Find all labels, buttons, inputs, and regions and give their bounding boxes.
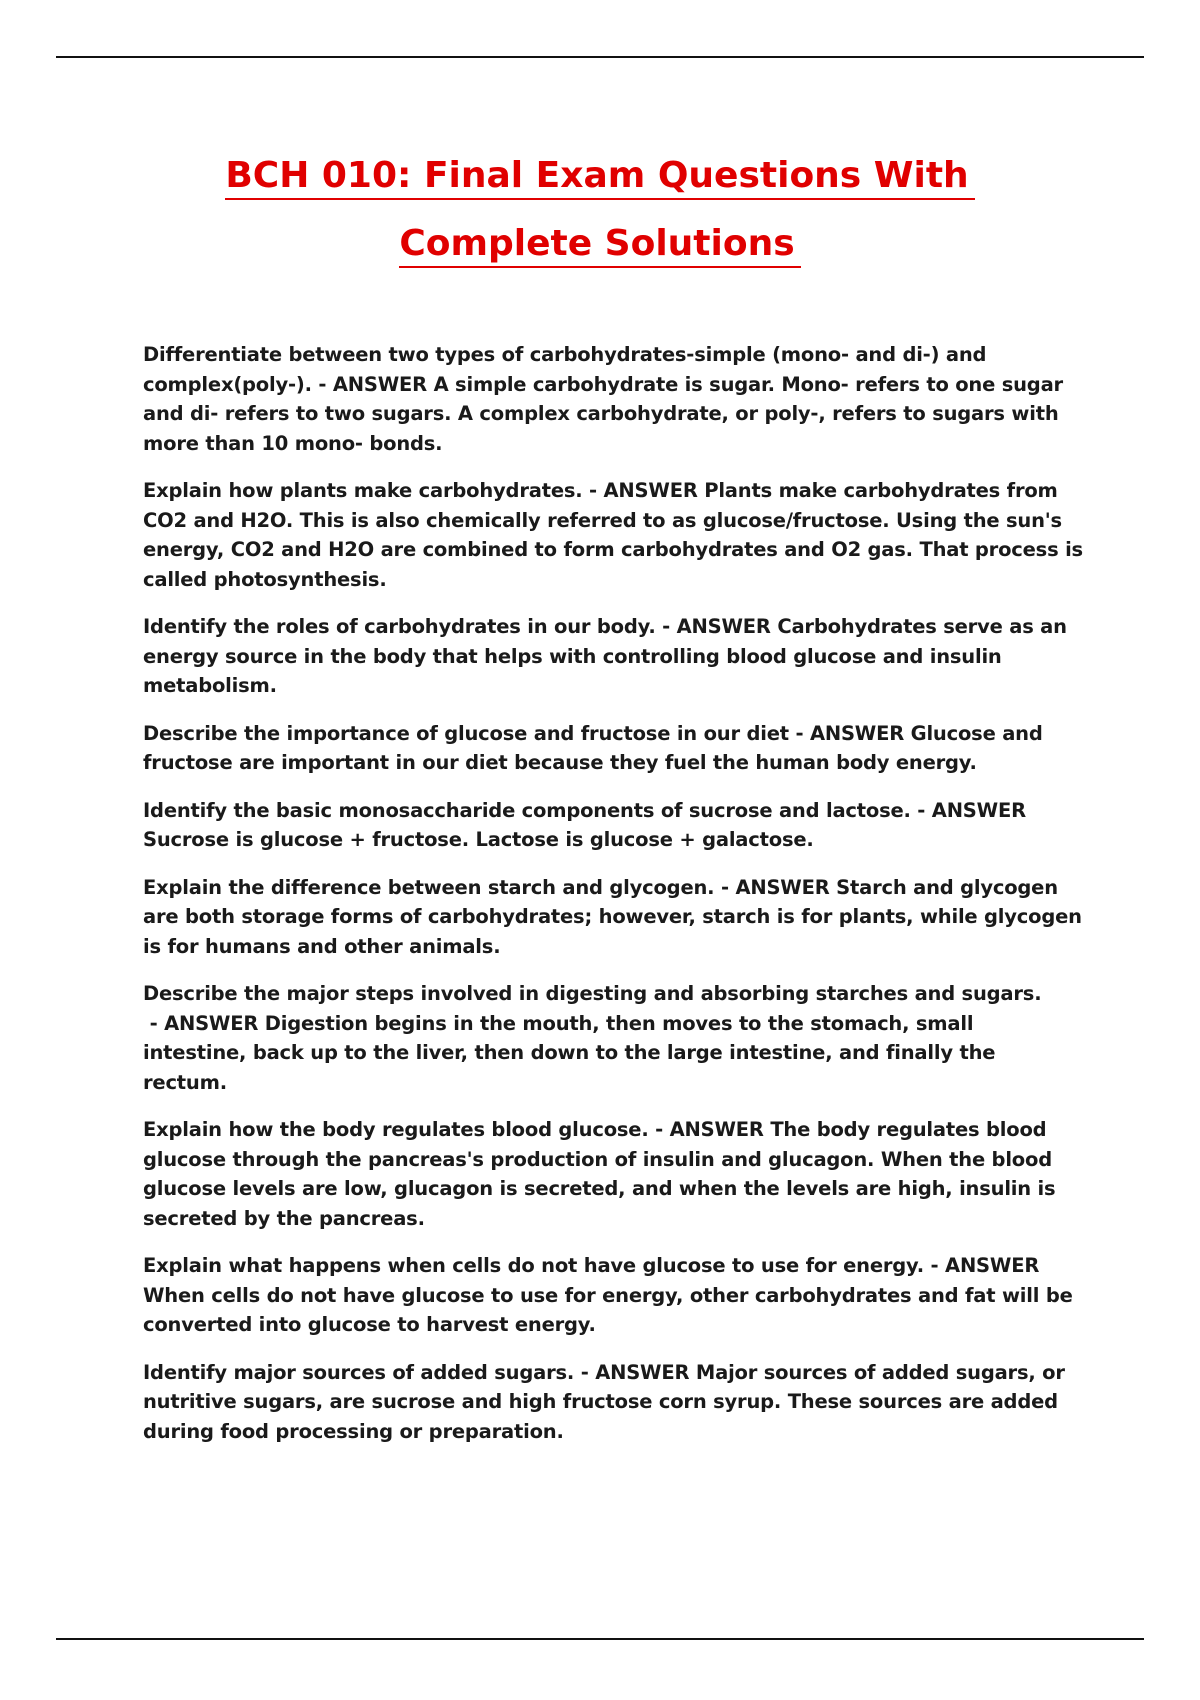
bottom-rule xyxy=(56,1638,1144,1640)
separator: - xyxy=(714,875,736,899)
separator: - xyxy=(648,1118,670,1141)
question-text: Explain the difference between starch and glycogen. xyxy=(143,875,715,899)
qa-list xyxy=(143,340,1083,1464)
answer-label: ANSWER xyxy=(735,875,830,899)
qa-item xyxy=(143,1251,1083,1340)
answer-label: ANSWER xyxy=(669,1118,764,1141)
answer-text: Plants make carbohydrates from CO2 and H2O. This is also chemically referred to as glucose/fructose. Using the sun's energy, CO2 and H2O are combined to form carbohydrates and O2 gas. That process is called photosynthesis. xyxy=(143,479,1083,591)
document-title xyxy=(0,142,1200,278)
title-line-1: BCH 010: Final Exam Questions With xyxy=(225,154,974,200)
answer-label: ANSWER xyxy=(332,372,427,396)
qa-item xyxy=(143,719,1083,778)
answer-text: Starch and glycogen are both storage forms of carbohydrates; however, starch is for plants, while glycogen is for humans and other animals. xyxy=(143,875,1082,958)
separator: - xyxy=(143,1011,165,1035)
question-text: Explain how plants make carbohydrates. xyxy=(143,479,583,502)
answer-label: ANSWER xyxy=(945,1254,1040,1277)
separator: - xyxy=(923,1254,946,1277)
answer-text: Digestion begins in the mouth, then moves to the stomach, small intestine, back up to the liver, then down to the large intestine, and finally the rectum. xyxy=(143,1011,996,1094)
answer-text: A simple carbohydrate is sugar. Mono- refers to one sugar and di- refers to two sugars. A complex carbohydrate, or poly-, refers to sugars with more than 10 mono- bonds. xyxy=(143,372,1063,455)
separator: - xyxy=(910,798,932,822)
separator: - xyxy=(311,372,333,396)
question-text: Describe the importance of glucose and fructose in our diet xyxy=(143,721,789,745)
answer-text: Glucose and fructose are important in our diet because they fuel the human body energy. xyxy=(143,721,1043,774)
answer-label: ANSWER xyxy=(931,798,1026,822)
question-text: Describe the major steps involved in digesting and absorbing starches and sugars. xyxy=(143,982,1042,1005)
question-text: Identify major sources of added sugars. xyxy=(143,1360,575,1384)
title-line-2: Complete Solutions xyxy=(399,222,800,268)
separator: - xyxy=(582,479,604,502)
question-text: Differentiate between two types of carbohydrates-simple (mono- and di-) and complex(poly-). xyxy=(143,343,987,396)
qa-item xyxy=(143,979,1083,1097)
separator: - xyxy=(788,721,810,745)
answer-text: The body regulates blood glucose through the pancreas's production of insulin and glucagon. When the blood glucose levels are low, glucagon is secreted, and when the levels are high, insulin is secreted by the pancreas. xyxy=(143,1118,1056,1230)
qa-item xyxy=(143,1358,1083,1447)
answer-text: Major sources of added sugars, or nutritive sugars, are sucrose and high fructose corn syrup. These sources are added during food processing or preparation. xyxy=(143,1360,1065,1443)
qa-item xyxy=(143,1115,1083,1233)
qa-item xyxy=(143,612,1083,701)
question-text: Explain how the body regulates blood glucose. xyxy=(143,1118,649,1141)
separator: - xyxy=(574,1360,596,1384)
question-text: Identify the basic monosaccharide components of sucrose and lactose. xyxy=(143,798,911,822)
answer-label: ANSWER xyxy=(809,721,905,745)
answer-label: ANSWER xyxy=(164,1011,259,1035)
answer-label: ANSWER xyxy=(595,1360,690,1384)
question-text: Identify the roles of carbohydrates in our body. xyxy=(143,615,656,638)
question-text: Explain what happens when cells do not have glucose to use for energy. xyxy=(143,1254,924,1277)
qa-item xyxy=(143,796,1083,855)
answer-text: Carbohydrates serve as an energy source in the body that helps with controlling blood glucose and insulin metabolism. xyxy=(143,615,1067,697)
separator: - xyxy=(655,615,677,638)
answer-label: ANSWER xyxy=(603,479,698,502)
top-rule xyxy=(56,56,1144,58)
answer-text: When cells do not have glucose to use for energy, other carbohydrates and fat will be converted into glucose to harvest energy. xyxy=(143,1283,1073,1336)
answer-label: ANSWER xyxy=(676,615,771,638)
answer-text: Sucrose is glucose + fructose. Lactose is glucose + galactose. xyxy=(143,828,814,851)
qa-item xyxy=(143,476,1083,594)
qa-item xyxy=(143,340,1083,458)
qa-item xyxy=(143,873,1083,962)
